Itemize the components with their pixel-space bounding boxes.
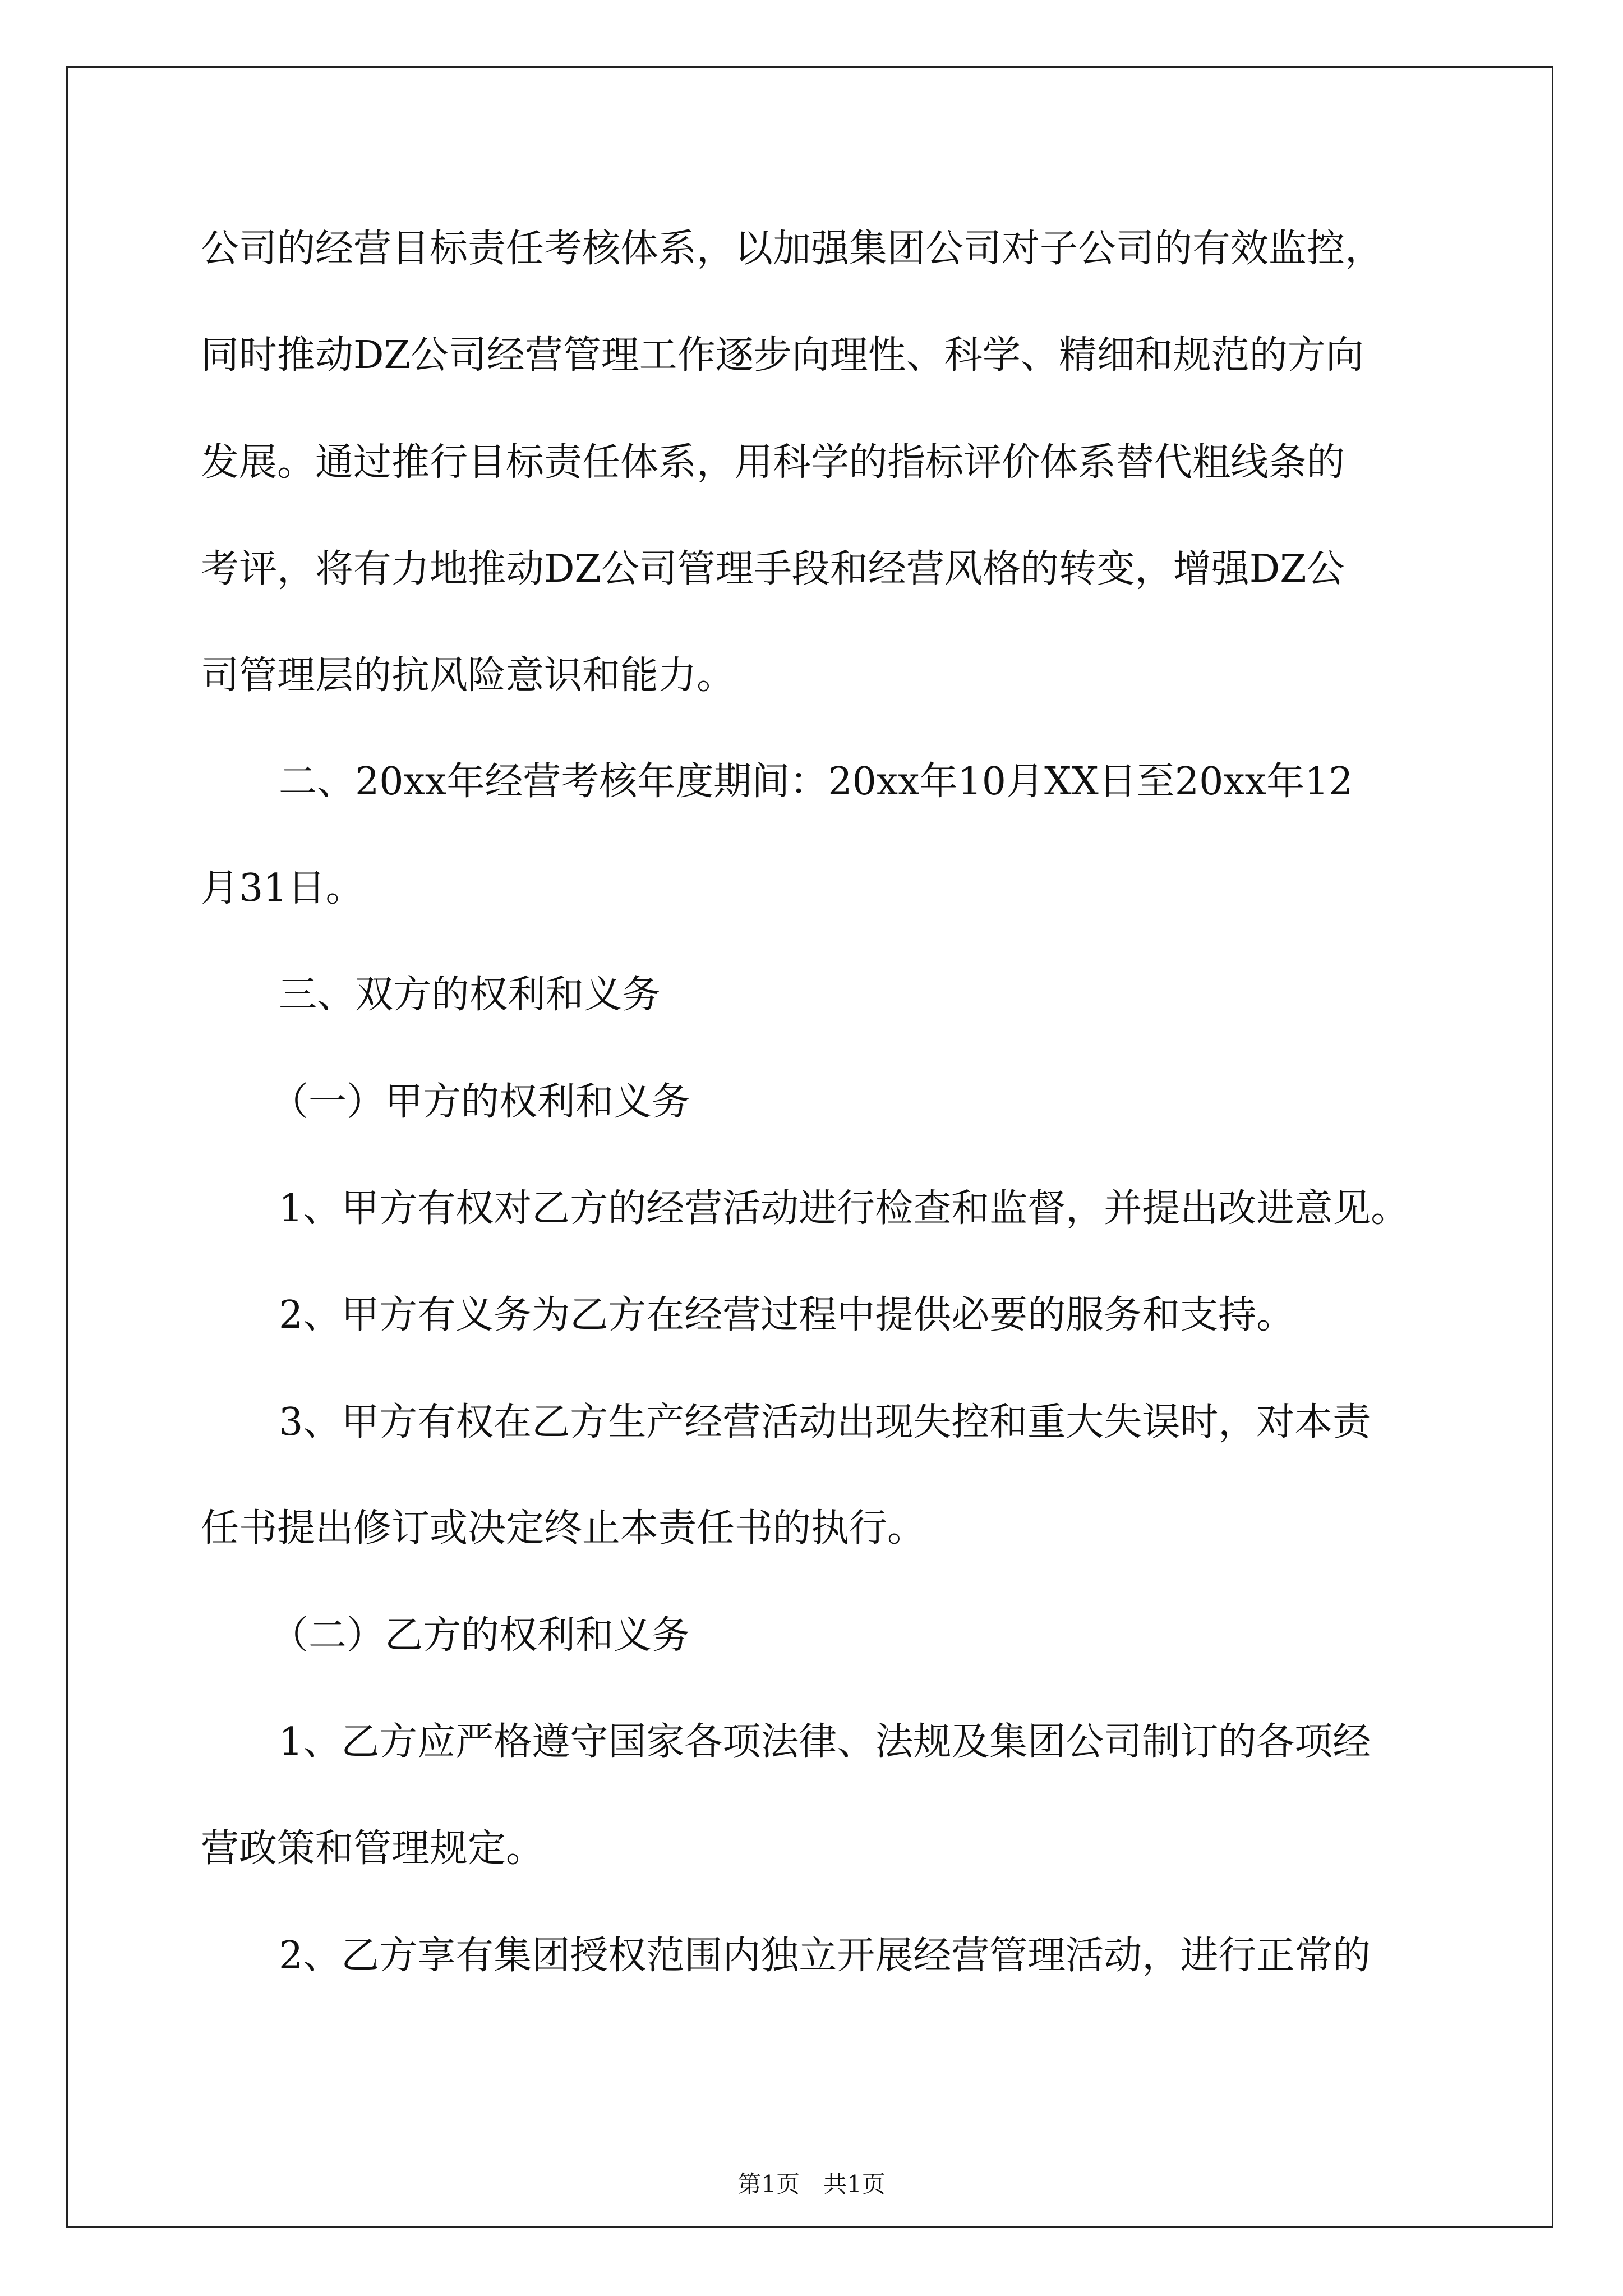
text-line: 任书提出修订或决定终止本责任书的执行。	[201, 1506, 926, 1550]
text-line: 公司的经营目标责任考核体系，以加强集团公司对子公司的有效监控，	[201, 227, 1384, 271]
section-heading: 三、双方的权利和义务	[279, 973, 661, 1017]
text-line: 2、甲方有义务为乙方在经营过程中提供必要的服务和支持。	[279, 1293, 1295, 1337]
text-line: 同时推动DZ公司经营管理工作逐步向理性、科学、精细和规范的方向	[201, 333, 1364, 378]
page-border	[66, 66, 1553, 2228]
text-line: 1、甲方有权对乙方的经营活动进行检查和监督，并提出改进意见。	[279, 1186, 1409, 1231]
text-line: 司管理层的抗风险意识和能力。	[201, 654, 735, 698]
text-line: 1、乙方应严格遵守国家各项法律、法规及集团公司制订的各项经	[279, 1720, 1371, 1764]
text-line: 营政策和管理规定。	[201, 1826, 545, 1871]
text-line: 发展。通过推行目标责任体系，用科学的指标评价体系替代粗线条的	[201, 440, 1345, 485]
page-footer: 第1页 共1页	[737, 2170, 886, 2198]
text-line: 考评，将有力地推动DZ公司管理手段和经营风格的转变，增强DZ公	[201, 547, 1345, 591]
text-line: 月31日。	[201, 866, 364, 910]
subsection-heading: （二）乙方的权利和义务	[270, 1613, 690, 1658]
text-line: 二、20xx年经营考核年度期间：20xx年10月XX日至20xx年12	[279, 760, 1353, 804]
text-line: 3、甲方有权在乙方生产经营活动出现失控和重大失误时，对本责	[279, 1400, 1371, 1444]
text-line: 2、乙方享有集团授权范围内独立开展经营管理活动，进行正常的	[279, 1934, 1371, 1978]
subsection-heading: （一）甲方的权利和义务	[270, 1080, 690, 1124]
